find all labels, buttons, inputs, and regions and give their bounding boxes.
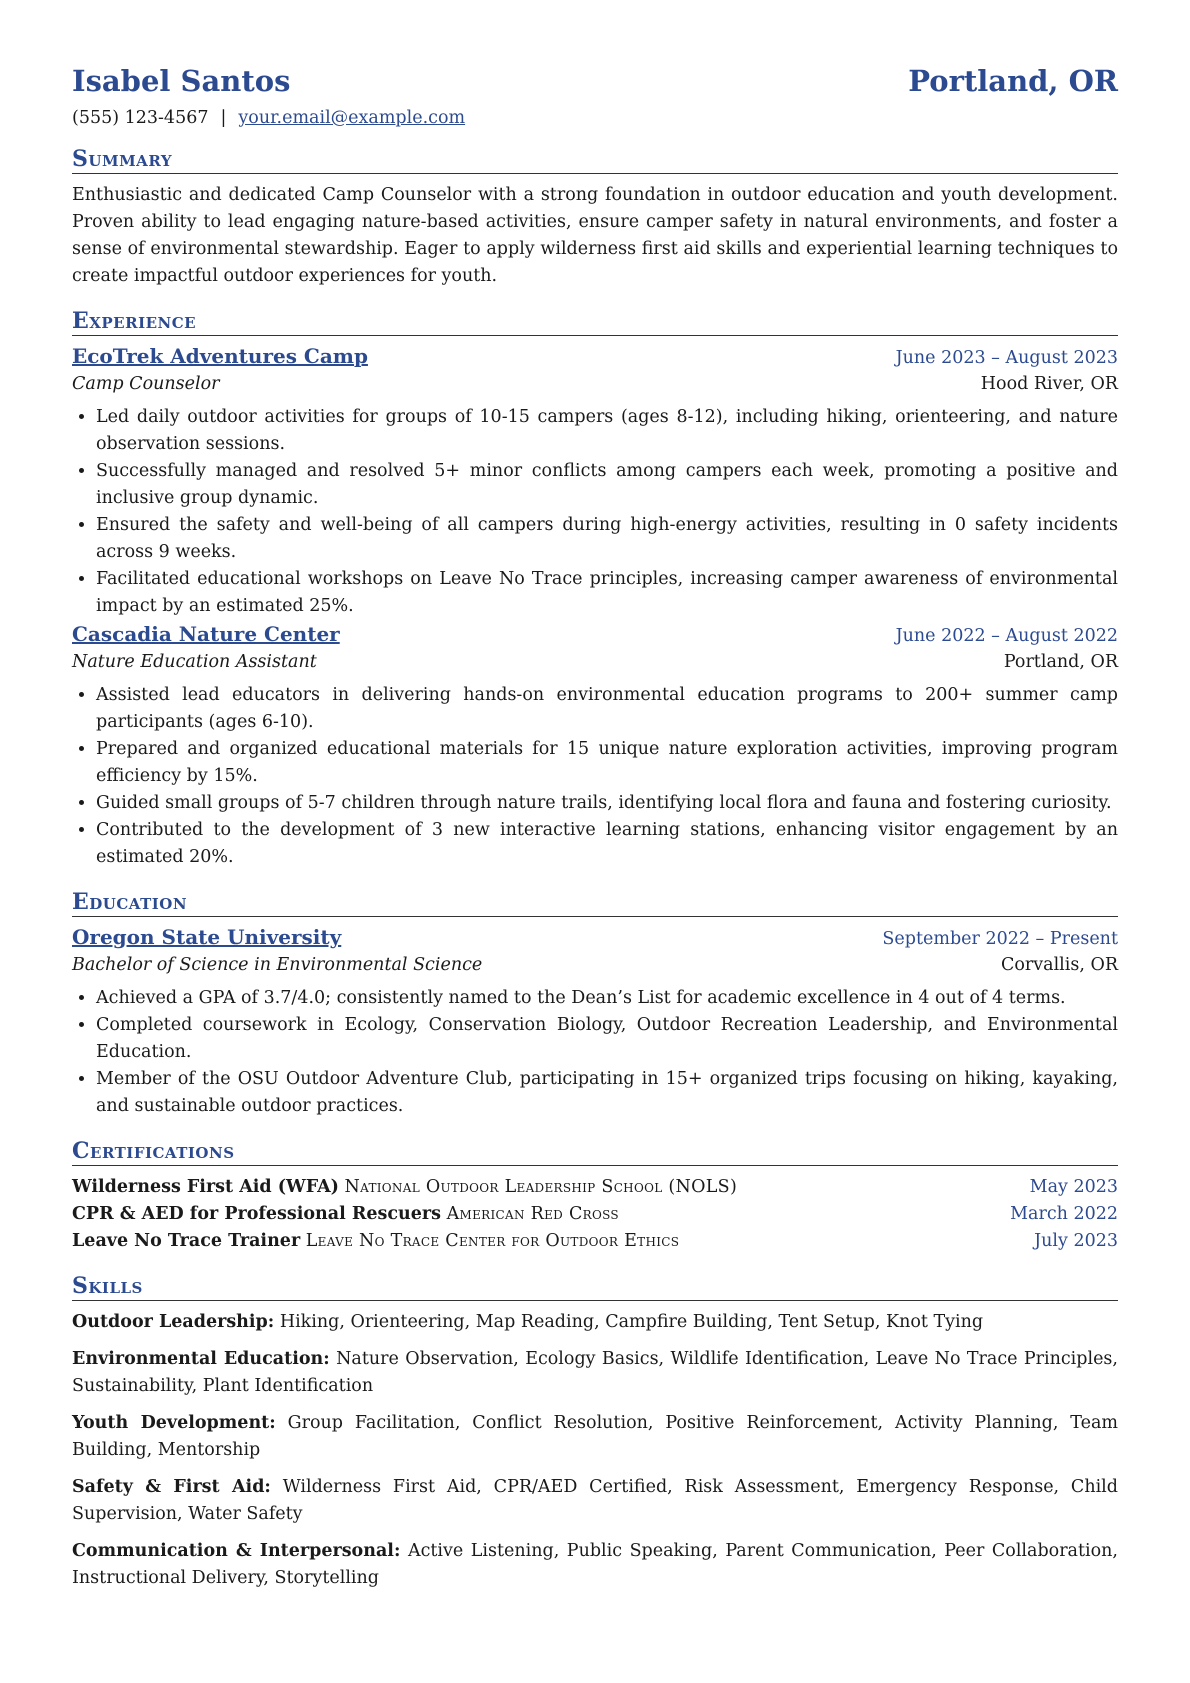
- bullet-list: [72, 985, 1118, 1120]
- skill-category: Safety & First Aid:: [72, 1477, 271, 1497]
- certification-row: [72, 1201, 1118, 1228]
- candidate-location: Portland, OR: [908, 64, 1118, 98]
- education-entry: [72, 925, 1118, 1120]
- cert-name: CPR & AED for Professional Rescuers: [72, 1204, 441, 1224]
- list-item: • Member of the OSU Outdoor Adventure Club, participating in 15+ organized trips focusing on hiking, kayaking, and sustainable outdoor practices.: [96, 1066, 1118, 1120]
- education-heading: Education: [72, 889, 1118, 917]
- skill-category: Youth Development:: [72, 1413, 276, 1433]
- summary-heading: Summary: [72, 146, 1118, 174]
- list-item: • Guided small groups of 5-7 children through nature trails, identifying local flora and fauna and fostering curiosity.: [96, 790, 1118, 817]
- contact-line: [72, 108, 1118, 128]
- list-item: • Facilitated educational workshops on Leave No Trace principles, increasing camper awareness of environmental impact by an estimated 25%.: [96, 566, 1118, 620]
- candidate-name: Isabel Santos: [72, 64, 291, 98]
- email-link[interactable]: your.email@example.com: [238, 108, 466, 128]
- certification-row: [72, 1228, 1118, 1255]
- list-item: • Prepared and organized educational materials for 15 unique nature exploration activities, improving program efficiency by 15%.: [96, 736, 1118, 790]
- skills-heading: Skills: [72, 1273, 1118, 1301]
- date-range: June 2023 – August 2023: [895, 348, 1118, 368]
- certification-row: [72, 1174, 1118, 1201]
- school-name[interactable]: Oregon State University: [72, 925, 342, 949]
- bullet-list: [72, 682, 1118, 871]
- role-title: Nature Education Assistant: [72, 652, 317, 672]
- list-item: • Assisted lead educators in delivering hands-on environmental education programs to 200+ summer camp participants (ages 6-10).: [96, 682, 1118, 736]
- skill-list: Group Facilitation, Conflict Resolution, Positive Reinforcement, Activity Planning, Team Building, Mentorship: [72, 1413, 1118, 1460]
- list-item: • Successfully managed and resolved 5+ minor conflicts among campers each week, promoting a positive and inclusive group dynamic.: [96, 458, 1118, 512]
- skill-row: [72, 1474, 1118, 1528]
- entry-location: Hood River, OR: [980, 374, 1118, 394]
- experience-heading: Experience: [72, 308, 1118, 336]
- org-name[interactable]: Cascadia Nature Center: [72, 622, 340, 646]
- skill-row: [72, 1346, 1118, 1400]
- skill-category: Environmental Education:: [72, 1349, 330, 1369]
- cert-name: Leave No Trace Trainer: [72, 1231, 301, 1251]
- skill-list: Active Listening, Public Speaking, Parent Communication, Peer Collaboration, Instructional Delivery, Storytelling: [72, 1541, 1118, 1588]
- degree-title: Bachelor of Science in Environmental Science: [72, 955, 483, 975]
- date-range: September 2022 – Present: [882, 929, 1118, 949]
- cert-date: May 2023: [1029, 1177, 1118, 1197]
- list-item: • Contributed to the development of 3 new interactive learning stations, enhancing visitor engagement by an estimated 20%.: [96, 817, 1118, 871]
- skill-list: Wilderness First Aid, CPR/AED Certified, Risk Assessment, Emergency Response, Child Supervision, Water Safety: [72, 1477, 1118, 1524]
- skill-category: Outdoor Leadership:: [72, 1312, 275, 1332]
- cert-org: National Outdoor Leadership School (NOLS): [344, 1177, 738, 1197]
- bullet-list: [72, 404, 1118, 620]
- org-name[interactable]: EcoTrek Adventures Camp: [72, 344, 368, 368]
- cert-name: Wilderness First Aid (WFA): [72, 1177, 339, 1197]
- list-item: • Achieved a GPA of 3.7/4.0; consistently named to the Dean’s List for academic excellence in 4 out of 4 terms.: [96, 985, 1118, 1012]
- role-title: Camp Counselor: [72, 374, 220, 394]
- cert-date: July 2023: [1034, 1231, 1118, 1251]
- summary-text: Enthusiastic and dedicated Camp Counselor with a strong foundation in outdoor education and youth development. Proven ability to lead engaging nature-based activities, ensure camper safety in natural environments, and foster a sense of environmental stewardship. Eager to apply wilderness first aid skills and experiential learning techniques to create impactful outdoor experiences for youth.: [72, 185, 1118, 286]
- list-item: • Completed coursework in Ecology, Conservation Biology, Outdoor Recreation Leadership, and Environmental Education.: [96, 1012, 1118, 1066]
- skill-list: Hiking, Orienteering, Map Reading, Campfire Building, Tent Setup, Knot Tying: [279, 1312, 984, 1332]
- skill-row: [72, 1410, 1118, 1464]
- date-range: June 2022 – August 2022: [895, 626, 1118, 646]
- cert-date: March 2022: [1010, 1204, 1118, 1224]
- experience-entry: [72, 622, 1118, 871]
- certifications-heading: Certifications: [72, 1138, 1118, 1166]
- list-item: • Ensured the safety and well-being of all campers during high-energy activities, resulting in 0 safety incidents across 9 weeks.: [96, 512, 1118, 566]
- skill-list: Nature Observation, Ecology Basics, Wildlife Identification, Leave No Trace Principles, Sustainability, Plant Identification: [72, 1349, 1118, 1396]
- cert-org: Leave No Trace Center for Outdoor Ethics: [305, 1231, 680, 1251]
- entry-location: Corvallis, OR: [1000, 955, 1118, 975]
- entry-location: Portland, OR: [1003, 652, 1118, 672]
- list-item: • Led daily outdoor activities for groups of 10-15 campers (ages 8-12), including hiking, orienteering, and nature observation sessions.: [96, 404, 1118, 458]
- phone-number: (555) 123-4567: [72, 108, 209, 128]
- skill-row: [72, 1309, 1118, 1336]
- experience-entry: [72, 344, 1118, 620]
- cert-org: American Red Cross: [446, 1204, 619, 1224]
- contact-separator: |: [220, 108, 227, 128]
- header: [72, 64, 1118, 98]
- skill-category: Communication & Interpersonal:: [72, 1541, 401, 1561]
- skill-row: [72, 1538, 1118, 1592]
